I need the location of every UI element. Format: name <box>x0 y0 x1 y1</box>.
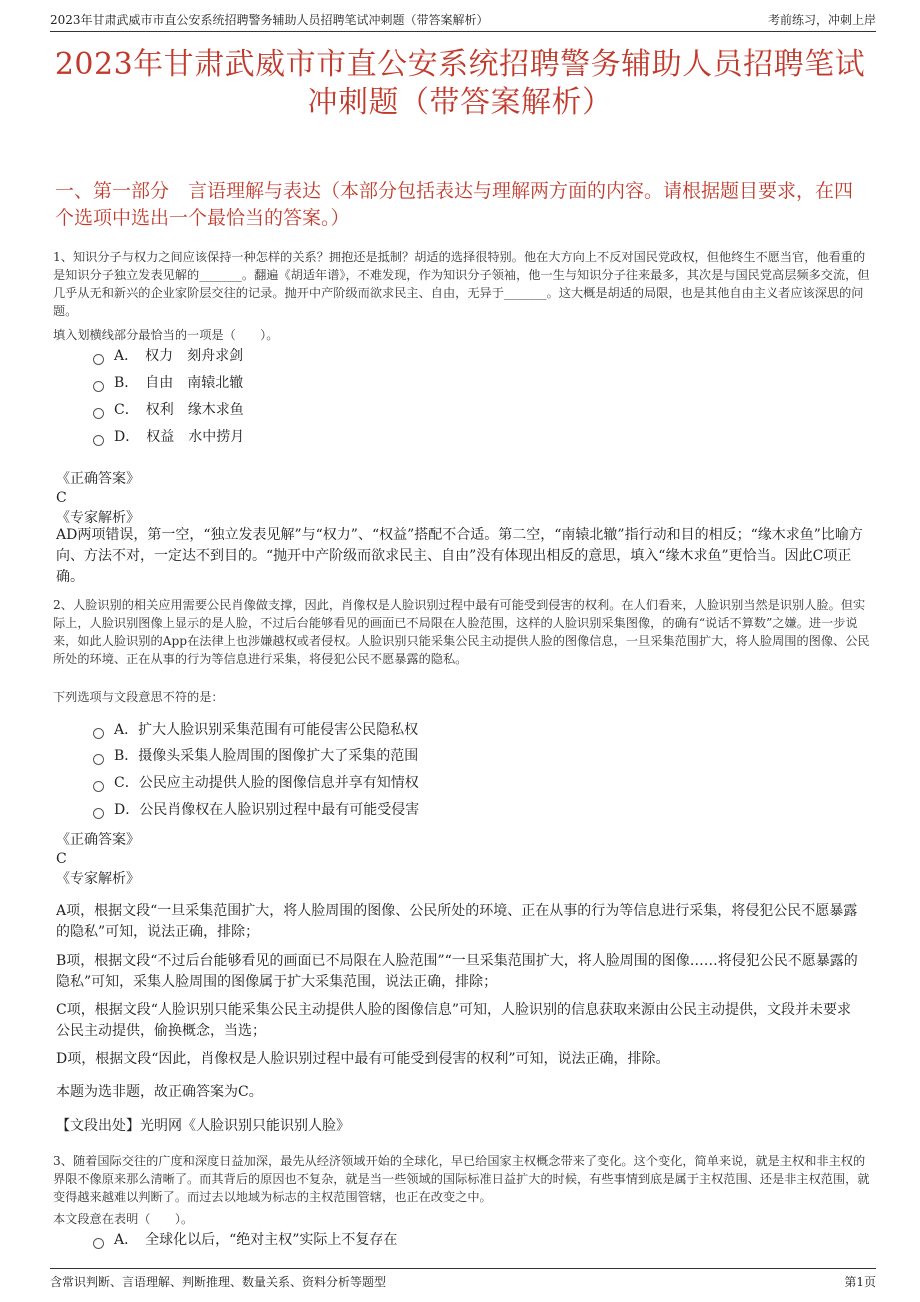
page-number: 第1页 <box>844 1275 876 1289</box>
radio-icon[interactable] <box>93 1238 104 1249</box>
q1-option-b[interactable]: B． 自由 南辕北辙 <box>93 373 243 393</box>
header-doc-title: 2023年甘肃武威市市直公安系统招聘警务辅助人员招聘笔试冲刺题（带答案解析） <box>50 13 489 27</box>
question-3-text: 3、随着国际交往的广度和深度日益加深，最先从经济领域开始的全球化，早已给国家主权概念带来了变化。这个变化，简单来说，就是主权和非主权的界限不像原来那么清晰了。而其背后的原因也不复杂，就是当一些领域的国际标准日益扩大的时候，有些事情到底是属于主权范围、还是非主权范围，就变得越来越难以判断了。而过去以地域为标志的主权范围管辖，也正在改变之中。 <box>53 1154 870 1204</box>
page-title: 2023年甘肃武威市市直公安系统招聘警务辅助人员招聘笔试冲刺题（带答案解析） <box>54 47 866 120</box>
question-3-prompt: 本文段意在表明（ ）。 <box>53 1212 194 1226</box>
q1-option-d[interactable]: D． 权益 水中捞月 <box>93 427 244 447</box>
page-header <box>50 8 876 32</box>
question-2-text: 2、人脸识别的相关应用需要公民肖像做支撑，因此，肖像权是人脸识别过程中最有可能受到侵害的权利。在人们看来，人脸识别当然是识别人脸。但实际上，人脸识别图像上显示的是人脸，不过后台能够看见的画面已不局限在人脸范围，这样的人脸识别采集图像，的确有“说话不算数”之嫌。进一步说来，如此人脸识别的App在法律上也涉嫌越权或者侵权。人脸识别只能采集公民主动提供人脸的图像信息，一旦采集范围扩大，将人脸周围的图像、公民所处的环境、正在从事的行为等信息进行采集，将侵犯公民不愿暴露的隐私。 <box>53 598 870 666</box>
question-1-prompt: 填入划横线部分最恰当的一项是（ ）。 <box>53 328 279 342</box>
q2-analysis-label: 《专家解析》 <box>56 871 140 887</box>
radio-icon[interactable] <box>93 354 104 365</box>
q1-option-a[interactable]: A． 权力 刻舟求剑 <box>93 346 243 366</box>
radio-icon[interactable] <box>93 408 104 419</box>
q2-conclusion: 本题为选非题，故正确答案为C。 <box>56 1084 263 1100</box>
q2-answer: C <box>56 851 67 867</box>
q1-answer-label: 《正确答案》 <box>56 471 140 487</box>
q1-analysis-label: 《专家解析》 <box>56 510 140 526</box>
q1-answer: C <box>56 490 67 506</box>
q2-analysis-a: A项，根据文段“一旦采集范围扩大，将人脸周围的图像、公民所处的环境、正在从事的行为等信息进行采集，将侵犯公民不愿暴露的隐私”可知，说法正确，排除； <box>56 903 858 940</box>
page-footer <box>50 1268 876 1290</box>
q2-source: 【文段出处】光明网《人脸识别只能识别人脸》 <box>56 1118 350 1134</box>
radio-icon[interactable] <box>93 381 104 392</box>
q1-analysis: AD两项错误，第一空，“独立发表见解”与“权力”、“权益”搭配不合适。第二空，“南辕北辙”指行动和目的相反；“缘木求鱼”比喻方向、方法不对，一定达不到目的。“抛开中产阶级而欲求民主、自由”没有体现出相反的意思，填入“缘木求鱼”更恰当。因此C项正确。 <box>56 527 863 585</box>
question-1-text: 1、知识分子与权力之间应该保持一种怎样的关系？拥抱还是抵制？胡适的选择很特别。他在大方向上不反对国民党政权，但他终生不愿当官，他看重的是知识分子独立发表见解的_______。翻遍《胡适年谱》，不难发现，作为知识分子领袖，他一生与知识分子往来最多，其次是与国民党高层频多交流，但几乎从无和新兴的企业家阶层交往的记录。抛开中产阶级而欲求民主、自由，无异于_______。这大概是胡适的局限，也是其他自由主义者应该深思的问题。 <box>53 250 870 318</box>
q2-answer-label: 《正确答案》 <box>56 832 140 848</box>
radio-icon[interactable] <box>93 728 104 739</box>
radio-icon[interactable] <box>93 808 104 819</box>
q2-analysis-b: B项，根据文段“不过后台能够看见的画面已不局限在人脸范围”“一旦采集范围扩大，将人脸周围的图像……将侵犯公民不愿暴露的隐私”可知，采集人脸周围的图像属于扩大采集范围，说法正确，排除； <box>56 953 858 990</box>
q2-analysis-c: C项，根据文段“人脸识别只能采集公民主动提供人脸的图像信息”可知，人脸识别的信息获取来源由公民主动提供，文段并未要求公民主动提供，偷换概念，当选； <box>56 1002 852 1039</box>
radio-icon[interactable] <box>93 754 104 765</box>
q2-option-a[interactable]: A．扩大人脸识别采集范围有可能侵害公民隐私权 <box>93 720 418 740</box>
q2-analysis-d: D项，根据文段“因此，肖像权是人脸识别过程中最有可能受到侵害的权利”可知，说法正确，排除。 <box>56 1051 670 1067</box>
q2-option-b[interactable]: B．摄像头采集人脸周围的图像扩大了采集的范围 <box>93 746 418 766</box>
footer-topics: 含常识判断、言语理解、判断推理、数量关系、资料分析等题型 <box>50 1275 387 1289</box>
radio-icon[interactable] <box>93 781 104 792</box>
section-heading: 一、第一部分 言语理解与表达（本部分包括表达与理解两方面的内容。请根据题目要求，在四个选项中选出一个最恰当的答案。） <box>55 180 854 229</box>
q2-option-d[interactable]: D．公民肖像权在人脸识别过程中最有可能受侵害 <box>93 800 419 820</box>
header-slogan: 考前练习，冲刺上岸 <box>767 13 876 27</box>
q3-option-a[interactable]: A． 全球化以后，“绝对主权”实际上不复存在 <box>93 1230 397 1250</box>
q2-option-c[interactable]: C．公民应主动提供人脸的图像信息并享有知情权 <box>93 773 419 793</box>
radio-icon[interactable] <box>93 435 104 446</box>
q1-option-c[interactable]: C． 权利 缘木求鱼 <box>93 400 244 420</box>
question-2-prompt: 下列选项与文段意思不符的是： <box>53 690 224 704</box>
